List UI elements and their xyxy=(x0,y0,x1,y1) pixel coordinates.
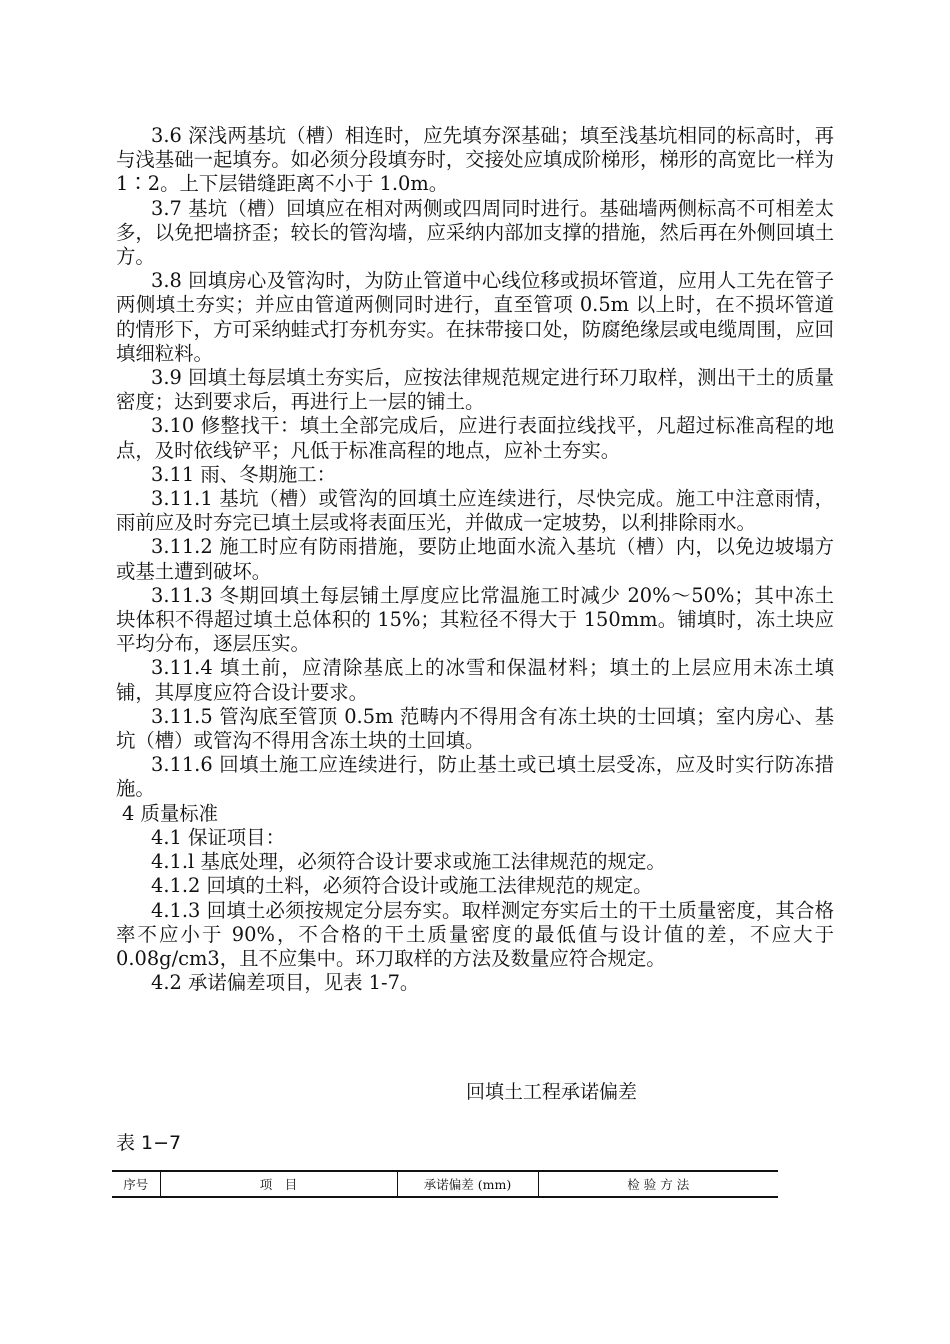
col-header-method: 检 验 方 法 xyxy=(538,1171,778,1197)
paragraph: 4.1.2 回填的土料，必须符合设计或施工法律规范的规定。 xyxy=(151,874,653,898)
paragraph: 3.11.4 填土前，应清除基底上的冰雪和保温材料；填土的上层应用未冻土填铺，其厚度应符合设计要求。 xyxy=(116,656,834,704)
table-caption: 回填土工程承诺偏差 xyxy=(466,1081,638,1103)
paragraph: 3.11.5 管沟底至管顶 0.5m 范畴内不得用含有冻土块的士回填；室内房心、基坑（槽）或管沟不得用含冻土块的土回填。 xyxy=(116,704,834,753)
paragraph: 3.11.2 施工时应有防雨措施，要防止地面水流入基坑（槽）内，以免边坡塌方或基土遭到破坏。 xyxy=(116,535,834,583)
col-header-item: 项 目 xyxy=(160,1171,397,1197)
paragraph: 3.6 深浅两基坑（槽）相连时，应先填夯深基础；填至浅基坑相同的标高时，再与浅基础一起填夯。如必须分段填夯时，交接处应填成阶梯形，梯形的高宽比一样为 1∶2。上下层错缝距离不小于 1.0m。 xyxy=(116,124,834,196)
paragraph: 3.11.1 基坑（槽）或管沟的回填土应连续进行，尽快完成。施工中注意雨情，雨前应及时夯完已填土层或将表面压光，并做成一定坡势，以利排除雨水。 xyxy=(116,487,834,535)
table-number: 表 1−7 xyxy=(116,1132,182,1154)
col-header-deviation: 承诺偏差 (mm) xyxy=(397,1171,538,1197)
paragraph: 3.8 回填房心及管沟时，为防止管道中心线位移或损坏管道，应用人工先在管子两侧填土夯实；并应由管道两侧同时进行，直至管项 0.5m 以上时，在不损坏管道的情形下，方可采纳蛙式打夯机夯实。在抹带接口处，防腐绝缘层或电缆周围，应回填细粒料。 xyxy=(116,269,834,365)
paragraph: 3.11 雨、冬期施工： xyxy=(151,462,337,486)
deviation-table xyxy=(112,1170,778,1198)
paragraph: 3.11.6 回填土施工应连续进行，防止基土或已填土层受冻，应及时实行防冻措施。 xyxy=(116,753,834,801)
paragraph: 3.10 修整找干：填土全部完成后，应进行表面拉线找平，凡超过标准高程的地点，及时依线铲平；凡低于标准高程的地点，应补土夯实。 xyxy=(116,414,834,462)
col-header-index: 序号 xyxy=(112,1171,160,1197)
table-header-row xyxy=(112,1171,778,1197)
paragraph: 4.1.3 回填土必须按规定分层夯实。取样测定夯实后土的干土质量密度，其合格率不应小于 90%，不合格的干土质量密度的最低值与设计值的差，不应大于 0.08g/cm3，且不应集中。环刀取样的方法及数量应符合规定。 xyxy=(116,898,834,970)
section-heading: 4 质量标准 xyxy=(122,801,219,825)
paragraph: 3.9 回填土每层填土夯实后，应按法律规范规定进行环刀取样，测出干土的质量密度；达到要求后，再进行上一层的铺土。 xyxy=(116,366,834,414)
paragraph: 4.2 承诺偏差项目，见表 1-7。 xyxy=(151,971,420,995)
paragraph: 3.11.3 冬期回填土每层铺土厚度应比常温施工时减少 20%～50%；其中冻土块体积不得超过填土总体积的 15%；其粒径不得大于 150mm。铺填时，冻土块应平均分布，逐层压实。 xyxy=(116,583,834,656)
paragraph: 3.7 基坑（槽）回填应在相对两侧或四周同时进行。基础墙两侧标高不可相差太多，以免把墙挤歪；较长的管沟墙，应采纳内部加支撑的措施，然后再在外侧回填土方。 xyxy=(116,196,834,269)
paragraph: 4.1 保证项目： xyxy=(151,825,285,849)
body-text xyxy=(116,124,834,995)
paragraph: 4.1.l 基底处理，必须符合设计要求或施工法律规范的规定。 xyxy=(151,850,666,874)
